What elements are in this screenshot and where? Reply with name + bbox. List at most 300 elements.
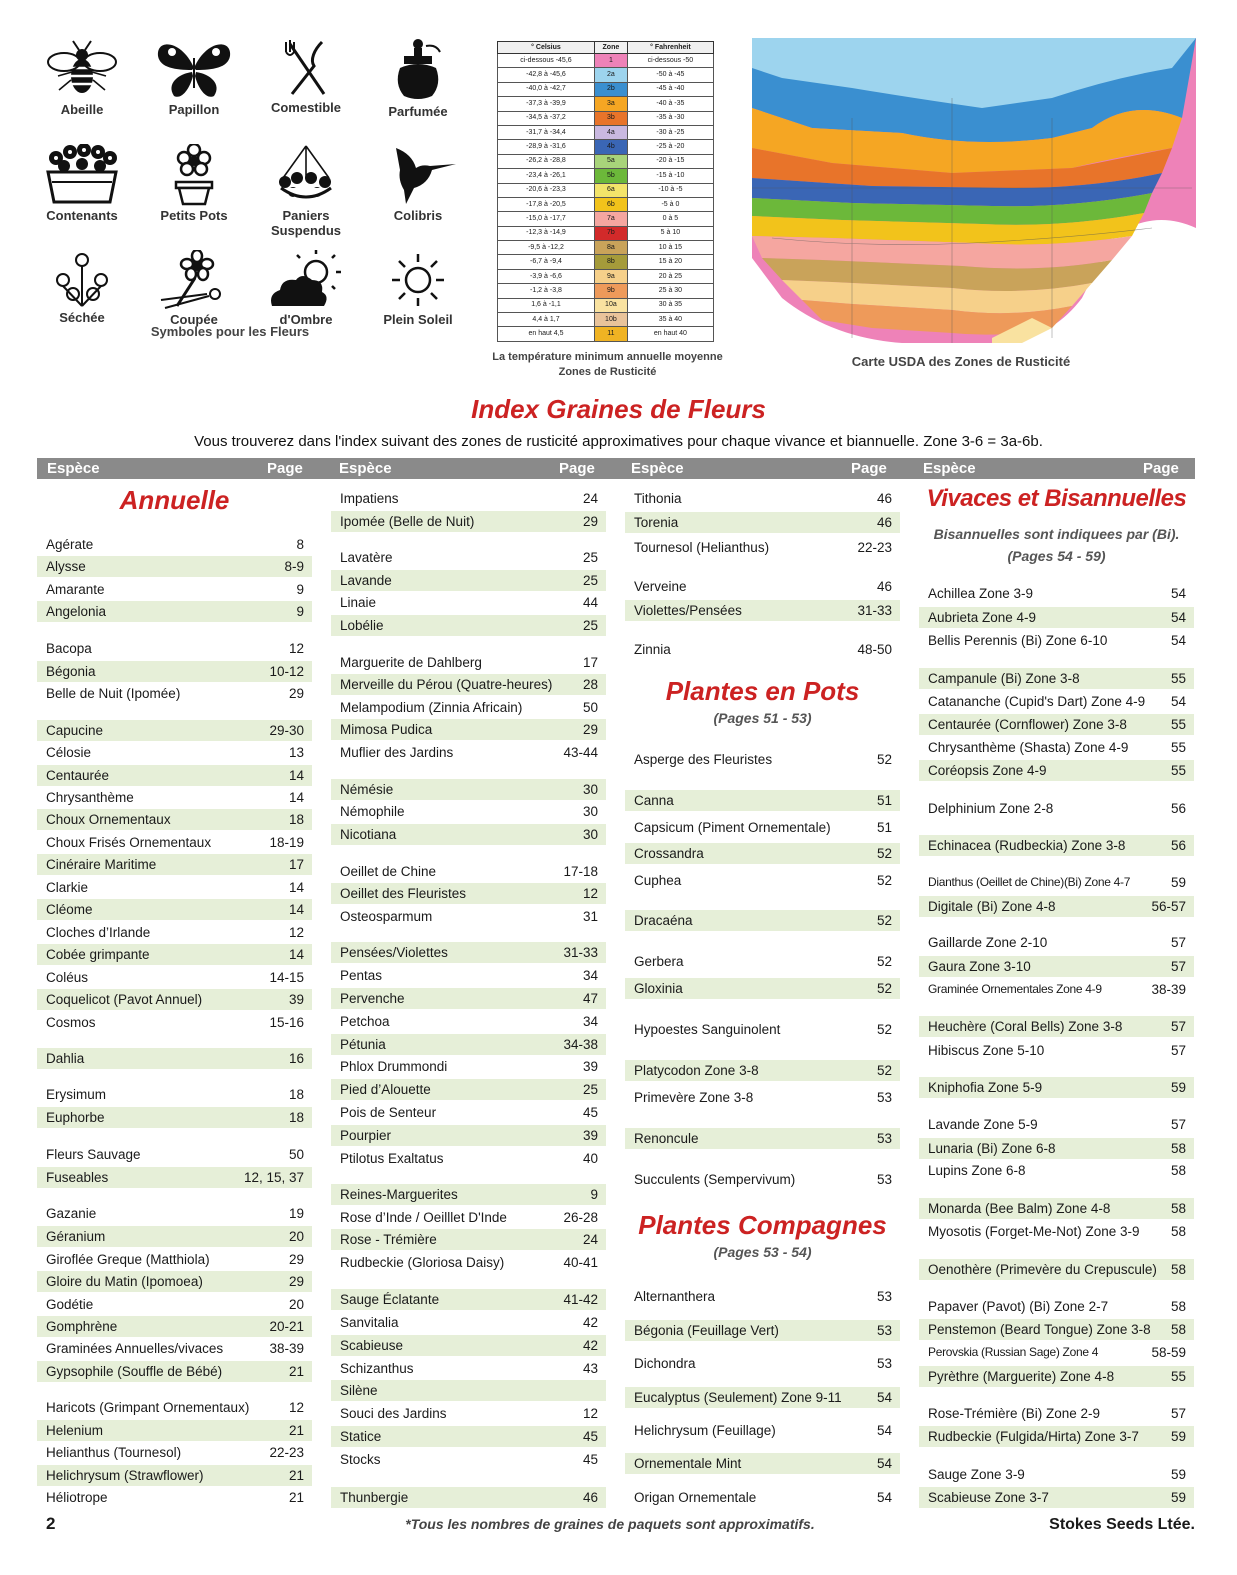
species-name: Capsicum (Piment Ornementale) [634,820,831,835]
page-ref: 55 [1170,740,1186,755]
index-row [625,1169,900,1190]
zone-cell: 7b [594,226,627,240]
page-ref: 12 [288,1400,304,1415]
page-ref: 17 [288,857,304,872]
zone-cell: 6b [594,197,627,211]
species-name: Catananche (Cupid's Dart) Zone 4-9 [928,694,1146,709]
species-name: Cobée grimpante [46,947,150,962]
species-name: Linaie [340,595,377,610]
species-name: Héliotrope [46,1490,108,1505]
page-ref: 46 [582,1490,598,1505]
zone-table-header [498,42,714,54]
species-name: Coquelicot (Pavot Annuel) [46,992,203,1007]
species-name: Helichrysum (Feuillage) [634,1423,776,1438]
species-name: Merveille du Pérou (Quatre-heures) [340,677,553,692]
zone-cell: 7a [594,212,627,226]
index-row [331,824,606,845]
species-name: Rose d’Inde / Oeilllet D'Inde [340,1210,507,1225]
page-ref: 52 [876,1022,892,1037]
header-celsius: ° Celsius [498,42,595,54]
page-ref: 18 [288,812,304,827]
index-row [331,1011,606,1032]
index-row [625,910,900,931]
species-name: Papaver (Pavot) (Bi) Zone 2-7 [928,1299,1109,1314]
index-row [37,809,312,830]
perfume-icon [388,38,448,102]
section-title-pots: Plantes en Pots [665,676,860,706]
celsius-cell: -3,9 à -6,6 [498,269,595,283]
page-ref: 29 [582,722,598,737]
index-row [625,817,900,838]
species-name: Agérate [46,537,94,552]
index-row [331,861,606,882]
page-ref: 57 [1170,1117,1186,1132]
index-row [625,749,900,770]
species-name: Gloire du Matin (Ipomoea) [46,1274,203,1289]
page-ref: 17-18 [563,864,598,879]
celsius-cell: 4,4 à 1,7 [498,313,595,327]
shade-icon [266,250,346,310]
index-row [331,697,606,718]
index-row [37,534,312,555]
zone-row [498,183,714,197]
zone-table-caption [470,350,745,380]
section-title-compagnes: Plantes Compagnes [638,1210,887,1240]
page-ref: 31-33 [857,603,892,618]
index-row [37,899,312,920]
index-row [919,1487,1194,1508]
species-name: Lobélie [340,618,384,633]
index-row [625,1320,900,1341]
fahrenheit-cell: -25 à -20 [627,140,713,154]
symbol-label: d'Ombre [279,312,333,327]
species-name: Helenium [46,1423,104,1438]
index-row [37,1167,312,1188]
index-row [919,835,1194,856]
index-row [625,790,900,811]
page-ref: 17 [582,655,598,670]
index-row [37,661,312,682]
species-name: Bégonia [46,664,96,679]
index-row [625,1387,900,1408]
index-row [37,787,312,808]
species-name: Bacopa [46,641,92,656]
celsius-cell: -31,7 à -34,4 [498,125,595,139]
index-row [331,1289,606,1310]
index-row [625,639,900,660]
species-name: Némophile [340,804,405,819]
zone-row [498,97,714,111]
zone-cell: 2a [594,68,627,82]
species-name: Oeillet de Chine [340,864,437,879]
index-row [919,1366,1194,1387]
page-ref: 53 [876,1289,892,1304]
species-name: Sauge Zone 3-9 [928,1467,1025,1482]
page-ref: 31 [582,909,598,924]
page-ref: 41-42 [563,1292,598,1307]
index-row [37,1442,312,1463]
celsius-cell: -37,3 à -39,9 [498,97,595,111]
species-name: Pois de Senteur [340,1105,437,1120]
species-name: Clarkie [46,880,89,895]
species-name: Achillea Zone 3-9 [928,586,1034,601]
page-ref: 29 [288,1274,304,1289]
index-row [37,1316,312,1337]
species-name: Marguerite de Dahlberg [340,655,482,670]
page-ref: 56 [1170,801,1186,816]
species-name: Belle de Nuit (Ipomée) [46,686,181,701]
zone-cell: 1 [594,54,627,68]
page-ref: 21 [288,1364,304,1379]
butterfly-icon [152,38,236,100]
zone-table-body [498,54,714,342]
celsius-cell: -6,7 à -9,4 [498,255,595,269]
page-ref: 46 [876,579,892,594]
fahrenheit-cell: -10 à -5 [627,183,713,197]
zone-cell: 5a [594,154,627,168]
zone-row [498,226,714,240]
page-ref: 29-30 [269,723,304,738]
species-name: Phlox Drummondi [340,1059,448,1074]
species-name: Canna [634,793,674,808]
species-name: Coléus [46,970,89,985]
index-row [919,1319,1194,1340]
index-header-bar [37,458,1195,479]
page-ref: 12 [582,886,598,901]
fahrenheit-cell: -20 à -15 [627,154,713,168]
species-name: Ornementale Mint [634,1456,742,1471]
page-ref: 56 [1170,838,1186,853]
page-ref: 22-23 [857,540,892,555]
species-name: Delphinium Zone 2-8 [928,801,1054,816]
species-name: Aubrieta Zone 4-9 [928,610,1037,625]
species-name: Crossandra [634,846,704,861]
species-name: Sauge Éclatante [340,1292,440,1307]
species-name: Bellis Perennis (Bi) Zone 6-10 [928,633,1108,648]
page-ref: 30 [582,804,598,819]
page-ref: 8 [296,537,304,552]
species-name: Cosmos [46,1015,96,1030]
page-ref: 55 [1170,717,1186,732]
celsius-cell: -26,2 à -28,8 [498,154,595,168]
species-name: Oenothère (Primevère du Crepuscule) [928,1262,1157,1277]
page-ref: 57 [1170,935,1186,950]
index-row [919,714,1194,735]
species-name: Gypsophile (Souffle de Bébé) [46,1364,223,1379]
page-ref: 53 [876,1172,892,1187]
page-ref: 24 [582,1232,598,1247]
planter-icon [42,144,122,206]
zone-row [498,68,714,82]
index-row [919,691,1194,712]
page-ref: 40-41 [563,1255,598,1270]
page-ref: 50 [288,1147,304,1162]
species-name: Némésie [340,782,394,797]
index-row [331,1184,606,1205]
page-ref: 57 [1170,1043,1186,1058]
header-page-3: Page [851,460,887,477]
zone-cell: 9a [594,269,627,283]
page-ref: 12, 15, 37 [243,1170,304,1185]
index-row [37,1465,312,1486]
zone-cell: 8a [594,241,627,255]
index-row [331,674,606,695]
index-title: Index Graines de Fleurs [471,394,766,424]
page-ref: 9 [296,582,304,597]
page-ref: 54 [876,1456,892,1471]
page-ref: 46 [876,491,892,506]
species-name: Pensées/Violettes [340,945,448,960]
page-ref: 16 [288,1051,304,1066]
symbol-label: Séchée [59,310,105,325]
fork-knife-icon [276,38,336,98]
species-name: Violettes/Pensées [634,603,742,618]
index-row [37,638,312,659]
species-name: Haricots (Grimpant Ornementaux) [46,1400,250,1415]
index-row [37,1144,312,1165]
fahrenheit-cell: 0 à 5 [627,212,713,226]
page-ref: 20 [288,1297,304,1312]
species-name: Penstemon (Beard Tongue) Zone 3-8 [928,1322,1151,1337]
zone-row [498,154,714,168]
page-ref: 55 [1170,1369,1186,1384]
index-row [37,1226,312,1247]
page-ref: 14 [288,947,304,962]
index-row [919,1342,1194,1363]
page-ref: 59 [1170,1080,1186,1095]
symbol-label: Contenants [46,208,118,223]
species-name: Monarda (Bee Balm) Zone 4-8 [928,1201,1111,1216]
page-ref: 58 [1170,1141,1186,1156]
index-row [331,1034,606,1055]
fahrenheit-cell: 30 à 35 [627,298,713,312]
species-name: Giroflée Greque (Matthiola) [46,1252,210,1267]
page-ref: 14-15 [269,970,304,985]
footer-brand: Stokes Seeds Ltée. [1049,1516,1195,1533]
page-ref: 53 [876,1323,892,1338]
zone-caption-line1: La température minimum annuelle moyenne [492,351,723,363]
zone-cell: 3a [594,97,627,111]
page-ref: 54 [876,1423,892,1438]
zone-row [498,197,714,211]
index-row [919,979,1194,1000]
index-row [919,1259,1194,1280]
page-ref: 9 [590,1187,598,1202]
index-row [625,537,900,558]
species-name: Gloxinia [634,981,683,996]
index-subtitle: Vous trouverez dans l'index suivant des zones de rusticité approximatives pour chaque vivance et biannuelle. Zone 3-6 = 3a-6b. [194,433,1043,450]
page-ref: 54 [1170,633,1186,648]
hanging-basket-icon [271,144,341,206]
species-name: Cuphea [634,873,682,888]
species-name: Tournesol (Helianthus) [634,540,770,555]
fahrenheit-cell: -35 à -30 [627,111,713,125]
celsius-cell: 1,6 à -1,1 [498,298,595,312]
species-name: Célosie [46,745,92,760]
fahrenheit-cell: -50 à -45 [627,68,713,82]
species-name: Statice [340,1429,382,1444]
index-row [625,978,900,999]
page-ref: 50 [582,700,598,715]
celsius-cell: ci-dessous -45,6 [498,54,595,68]
dried-flower-icon [47,250,117,308]
page-ref: 39 [288,992,304,1007]
species-name: Pourpier [340,1128,392,1143]
page-ref: 39 [582,1059,598,1074]
species-name: Centaurée [46,768,110,783]
species-name: Renoncule [634,1131,699,1146]
index-row [919,896,1194,917]
zone-cell: 10a [594,298,627,312]
symbol-label: Parfumée [388,104,448,119]
page-ref: 25 [582,618,598,633]
species-name: Verveine [634,579,687,594]
species-name: Pied d’Alouette [340,1082,431,1097]
page-ref: 20-21 [269,1319,304,1334]
zone-cell: 11 [594,327,627,341]
species-name: Melampodium (Zinnia Africain) [340,700,523,715]
fahrenheit-cell: 20 à 25 [627,269,713,283]
page-ref: 52 [876,1063,892,1078]
species-name: Lavande [340,573,392,588]
celsius-cell: -34,5 à -37,2 [498,111,595,125]
index-row [919,932,1194,953]
index-row [919,1464,1194,1485]
index-row [331,488,606,509]
species-name: Torenia [634,515,679,530]
page-ref: 53 [876,1131,892,1146]
page-ref: 54 [1170,610,1186,625]
symbol-label: Abeille [60,102,104,117]
species-name: Sanvitalia [340,1315,399,1330]
header-species-2: Espèce [339,460,392,477]
fahrenheit-cell: -15 à -10 [627,169,713,183]
species-name: Perovskia (Russian Sage) Zone 4 [928,1345,1099,1359]
page-ref: 25 [582,573,598,588]
index-row [37,854,312,875]
index-row [625,1420,900,1441]
small-pot-icon [164,144,224,206]
page-ref: 54 [1170,694,1186,709]
index-row [919,1040,1194,1061]
index-row [37,556,312,577]
index-row [37,1271,312,1292]
species-name: Helianthus (Tournesol) [46,1445,182,1460]
zone-row [498,125,714,139]
symbol-shade [254,250,358,327]
zone-cell: 4a [594,125,627,139]
fahrenheit-cell: ci-dessous -50 [627,54,713,68]
page-ref: 45 [582,1429,598,1444]
page-ref: 52 [876,752,892,767]
index-row [331,801,606,822]
index-row [331,615,606,636]
fahrenheit-cell: 15 à 20 [627,255,713,269]
celsius-cell: -12,3 à -14,9 [498,226,595,240]
index-row [331,1079,606,1100]
page-ref: 46 [876,515,892,530]
species-name: Schizanthus [340,1361,414,1376]
species-name: Cloches d’Irlande [46,925,151,940]
celsius-cell: -20,6 à -23,3 [498,183,595,197]
page-ref: 40 [582,1151,598,1166]
index-row [919,1138,1194,1159]
species-name: Choux Ornementaux [46,812,171,827]
index-row [919,1114,1194,1135]
page-ref: 42 [582,1315,598,1330]
species-name: Zinnia [634,642,671,657]
zone-cell: 9b [594,284,627,298]
species-name: Gomphrène [46,1319,118,1334]
page-ref: 58 [1170,1262,1186,1277]
header-zone: Zone [594,42,627,54]
celsius-cell: -1,2 à -3,8 [498,284,595,298]
symbol-bee [30,38,134,117]
index-row [37,1084,312,1105]
index-row [919,1077,1194,1098]
index-row [331,906,606,927]
species-name: Asperge des Fleuristes [634,752,773,767]
species-name: Choux Frisés Ornementaux [46,835,212,850]
page-ref: 29 [288,1252,304,1267]
index-row [331,1229,606,1250]
zone-row [498,212,714,226]
page-ref: 30 [582,782,598,797]
species-name: Ipomée (Belle de Nuit) [340,514,475,529]
index-row [331,779,606,800]
species-name: Tithonia [634,491,682,506]
index-row [331,1125,606,1146]
page-ref: 25 [582,1082,598,1097]
species-name: Rudbeckie (Gloriosa Daisy) [340,1255,505,1270]
index-row [331,965,606,986]
symbol-fragrant [366,38,470,119]
index-row [37,742,312,763]
page-ref: 29 [288,686,304,701]
species-name: Helichrysum (Strawflower) [46,1468,204,1483]
species-name: Rudbeckie (Fulgida/Hirta) Zone 3-7 [928,1429,1139,1444]
celsius-cell: -15,0 à -17,7 [498,212,595,226]
page-ref: 54 [876,1390,892,1405]
species-name: Origan Ornementale [634,1490,757,1505]
index-row [37,1203,312,1224]
index-row [37,967,312,988]
index-row [37,1338,312,1359]
page-ref: 12 [288,641,304,656]
species-name: Capucine [46,723,104,738]
index-row [37,989,312,1010]
header-species-4: Espèce [923,460,976,477]
index-row [625,951,900,972]
index-row [37,1012,312,1033]
page-ref: 10-12 [269,664,304,679]
index-row [625,512,900,533]
header-page-1: Page [267,460,303,477]
page-ref: 55 [1170,671,1186,686]
page-ref: 20 [288,1229,304,1244]
section-sub-pots: (Pages 51 - 53) [713,710,812,726]
symbol-butterfly [142,38,246,117]
index-row [625,1286,900,1307]
species-name: Rose-Trémière (Bi) Zone 2-9 [928,1406,1101,1421]
species-name: Pervenche [340,991,405,1006]
symbol-label: Petits Pots [160,208,228,223]
zone-row [498,255,714,269]
index-row [37,1048,312,1069]
page-ref: 51 [876,820,892,835]
index-row [331,1335,606,1356]
species-name: Succulents (Sempervivum) [634,1172,796,1187]
